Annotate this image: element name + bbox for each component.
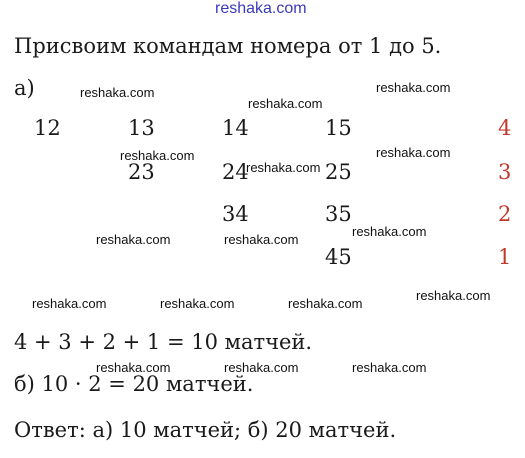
pair-cell: 45 bbox=[325, 245, 352, 269]
watermark: reshaka.com bbox=[96, 360, 171, 375]
watermark: reshaka.com bbox=[96, 232, 171, 247]
pair-cell: 15 bbox=[325, 116, 352, 140]
row-count: 4 bbox=[498, 116, 512, 140]
watermark: reshaka.com bbox=[248, 96, 323, 111]
watermark: reshaka.com bbox=[120, 148, 195, 163]
watermark: reshaka.com bbox=[416, 288, 491, 303]
watermark: reshaka.com bbox=[80, 85, 155, 100]
intro-text: Присвоим командам номера от 1 до 5. bbox=[14, 34, 442, 58]
pair-cell: 34 bbox=[222, 202, 249, 226]
sum-line: 4 + 3 + 2 + 1 = 10 матчей. bbox=[14, 330, 313, 354]
watermark: reshaka.com bbox=[376, 80, 451, 95]
watermark: reshaka.com bbox=[376, 145, 451, 160]
part-b-line: б) 10 · 2 = 20 матчей. bbox=[14, 372, 254, 396]
site-header-link[interactable]: reshaka.com bbox=[215, 0, 307, 17]
row-count: 1 bbox=[498, 245, 512, 269]
watermark: reshaka.com bbox=[246, 160, 321, 175]
answer-line: Ответ: а) 10 матчей; б) 20 матчей. bbox=[14, 418, 397, 442]
watermark: reshaka.com bbox=[288, 296, 363, 311]
pair-cell: 13 bbox=[128, 116, 155, 140]
pair-cell: 14 bbox=[222, 116, 249, 140]
watermark: reshaka.com bbox=[352, 224, 427, 239]
pair-cell: 12 bbox=[34, 116, 61, 140]
row-count: 2 bbox=[498, 202, 512, 226]
pair-cell: 35 bbox=[325, 202, 352, 226]
row-count: 3 bbox=[498, 160, 512, 184]
watermark: reshaka.com bbox=[32, 296, 107, 311]
pair-cell: 23 bbox=[128, 160, 155, 184]
watermark: reshaka.com bbox=[224, 360, 299, 375]
watermark: reshaka.com bbox=[352, 360, 427, 375]
part-a-label: а) bbox=[14, 76, 35, 100]
pair-cell: 25 bbox=[325, 160, 352, 184]
pair-cell: 24 bbox=[222, 160, 249, 184]
watermark: reshaka.com bbox=[160, 296, 235, 311]
watermark: reshaka.com bbox=[224, 232, 299, 247]
